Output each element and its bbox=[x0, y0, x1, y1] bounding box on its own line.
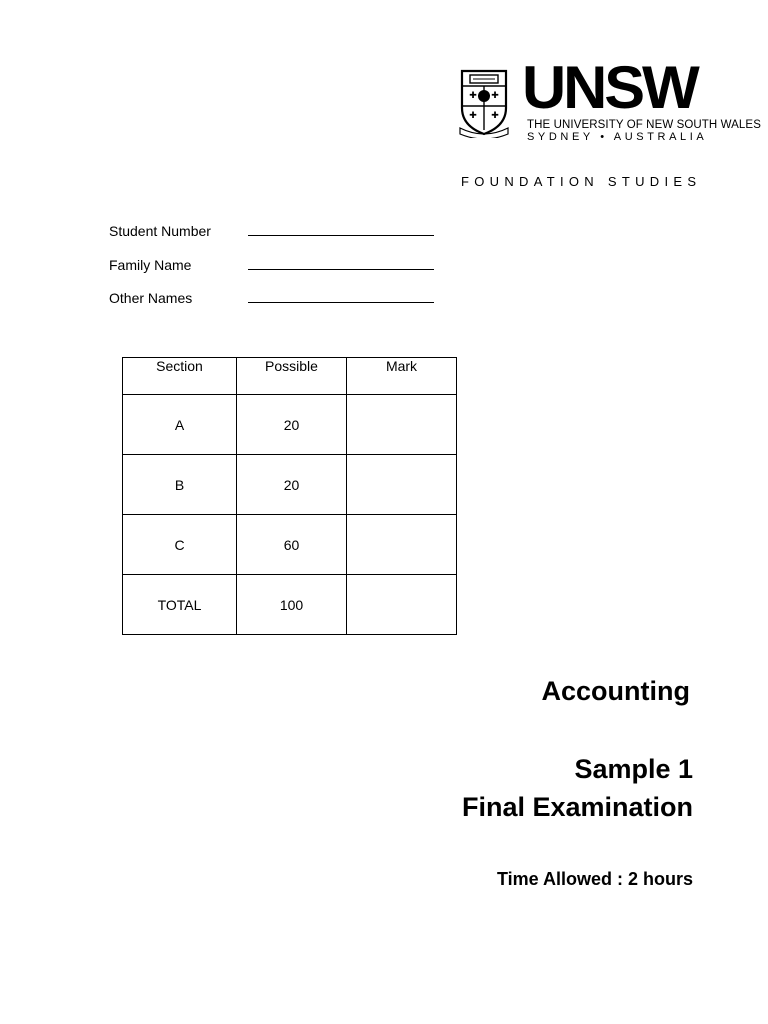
exam-subject: Accounting bbox=[541, 676, 690, 706]
division-name: FOUNDATION STUDIES bbox=[461, 174, 702, 189]
family-name-field[interactable] bbox=[109, 257, 434, 273]
table-row bbox=[123, 395, 457, 455]
mark-cell[interactable] bbox=[347, 455, 457, 515]
unsw-logo-text: UNSW bbox=[522, 54, 697, 121]
mark-cell[interactable] bbox=[347, 575, 457, 635]
column-header-section: Section bbox=[123, 358, 237, 395]
section-cell: C bbox=[123, 515, 237, 575]
possible-cell: 100 bbox=[237, 575, 347, 635]
student-number-field[interactable] bbox=[109, 223, 434, 239]
other-names-line[interactable] bbox=[248, 292, 434, 303]
mark-cell[interactable] bbox=[347, 395, 457, 455]
other-names-label: Other Names bbox=[109, 290, 193, 306]
university-location: SYDNEY • AUSTRALIA bbox=[527, 131, 708, 143]
table-row-total bbox=[123, 575, 457, 635]
university-name: THE UNIVERSITY OF NEW SOUTH WALES bbox=[527, 119, 761, 131]
time-allowed: Time Allowed : 2 hours bbox=[496, 869, 693, 889]
svg-text:✚: ✚ bbox=[469, 111, 477, 121]
marks-table bbox=[122, 357, 457, 635]
table-row bbox=[123, 515, 457, 575]
column-header-possible: Possible bbox=[237, 358, 347, 395]
table-row bbox=[123, 455, 457, 515]
possible-cell: 20 bbox=[237, 455, 347, 515]
svg-text:✚: ✚ bbox=[491, 111, 499, 121]
unsw-crest-icon bbox=[458, 68, 510, 138]
student-number-line[interactable] bbox=[248, 225, 434, 236]
mark-cell[interactable] bbox=[347, 515, 457, 575]
section-cell: B bbox=[123, 455, 237, 515]
svg-text:✚: ✚ bbox=[491, 91, 499, 101]
possible-cell: 20 bbox=[237, 395, 347, 455]
possible-cell: 60 bbox=[237, 515, 347, 575]
exam-type: Final Examination bbox=[461, 792, 693, 822]
section-cell: TOTAL bbox=[123, 575, 237, 635]
student-number-label: Student Number bbox=[109, 223, 211, 239]
svg-text:✚: ✚ bbox=[469, 91, 477, 101]
other-names-field[interactable] bbox=[109, 290, 434, 306]
family-name-line[interactable] bbox=[248, 259, 434, 270]
exam-sample: Sample 1 bbox=[574, 754, 693, 784]
family-name-label: Family Name bbox=[109, 257, 192, 273]
column-header-mark: Mark bbox=[347, 358, 457, 395]
table-header-row bbox=[123, 358, 457, 395]
section-cell: A bbox=[123, 395, 237, 455]
